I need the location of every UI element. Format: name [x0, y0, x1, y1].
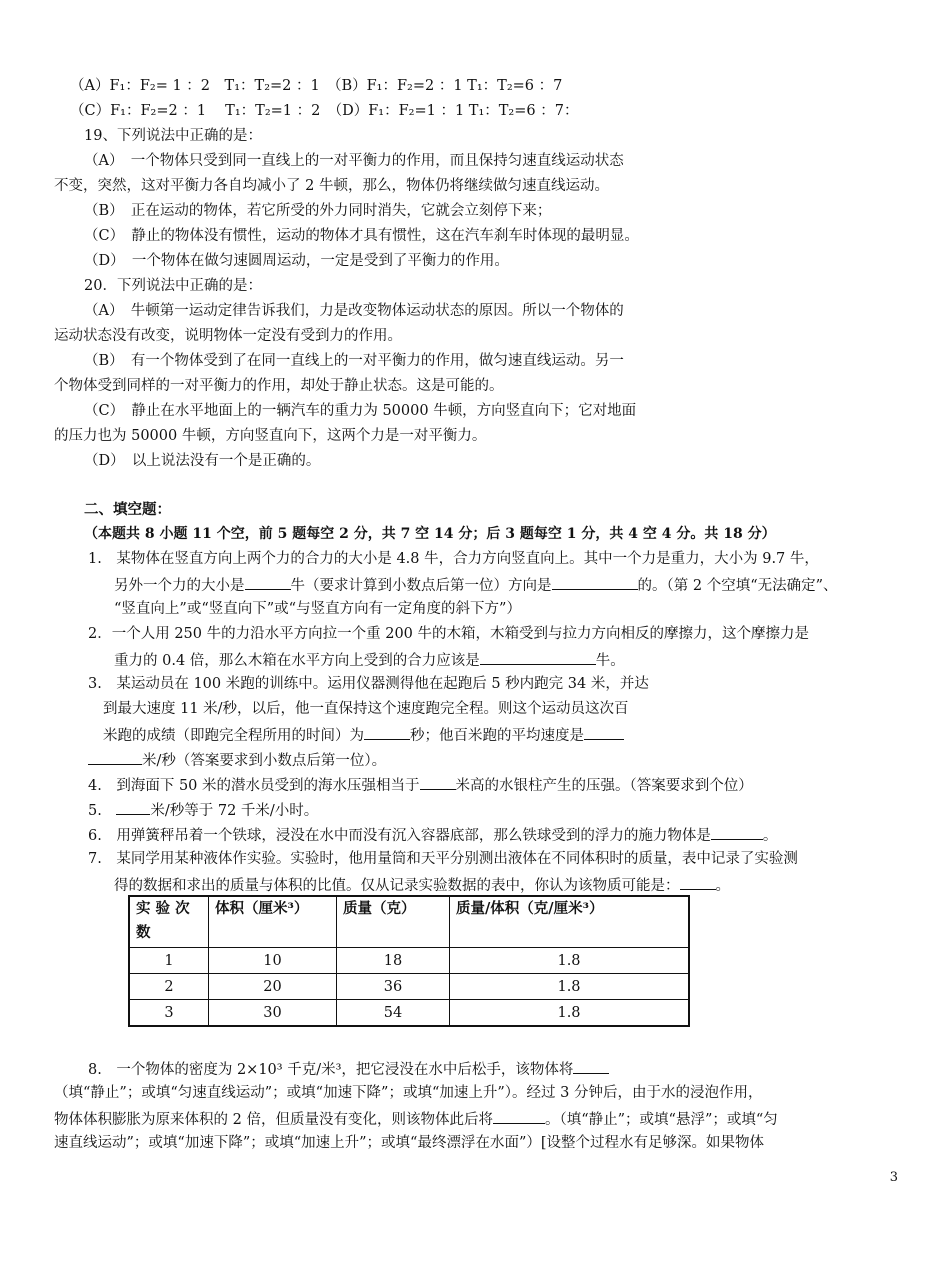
fill-q7-line1: 7. 某同学用某种液体作实验。实验时，他用量筒和天平分别测出液体在不同体积时的质量，表中记录了实验测 — [88, 851, 798, 867]
table-cell: 1.8 — [450, 974, 690, 1000]
table-cell: 1.8 — [450, 948, 690, 974]
fill-q2-line2: 重力的 0.4 倍，那么木箱在水平方向上受到的合力应该是 牛。 — [114, 649, 625, 671]
fill-q1-line3: “竖直向上”或“竖直向下”或“与竖直方向有一定角度的斜下方”） — [114, 601, 521, 617]
q20-option-b: （B） 有一个物体受到了在同一直线上的一对平衡力的作用，做匀速直线运动。另一 — [84, 353, 624, 369]
q20-option-c: （C） 静止在水平地面上的一辆汽车的重力为 50000 牛顿，方向竖直向下；它对地面 — [84, 403, 637, 419]
fill-q8-line3: 物体体积膨胀为原来体积的 2 倍，但质量没有变化，则该物体此后将 。（填“静止”；或填“悬浮”；或填“匀 — [54, 1108, 778, 1130]
q20-option-b-cont: 个物体受到同样的一对平衡力的作用，却处于静止状态。这是可能的。 — [54, 378, 504, 394]
answer-blank[interactable] — [364, 724, 410, 740]
q19-option-d: （D） 一个物体在做匀速圆周运动，一定是受到了平衡力的作用。 — [84, 253, 509, 269]
answer-blank[interactable] — [480, 649, 596, 665]
fill-q3-line1: 3. 某运动员在 100 米跑的训练中。运用仪器测得他在起跑后 5 秒内跑完 34 米，并达 — [88, 676, 649, 692]
section-scoring-note: （本题共 8 小题 11 个空，前 5 题每空 2 分，共 7 空 14 分；后 3 题每空 1 分，共 4 空 4 分。共 18 分） — [84, 526, 776, 542]
q19-option-b: （B） 正在运动的物体，若它所受的外力同时消失，它就会立刻停下来； — [84, 203, 552, 219]
table-cell: 36 — [337, 974, 450, 1000]
table-header-cell: 实 验 次数 — [129, 896, 209, 948]
q18-options-cd: （C）F₁：F₂=2 ：1 T₁：T₂=1 ：2 （D）F₁：F₂=1 ：1 T₁：T₂=6 ：7： — [70, 103, 579, 119]
answer-blank[interactable] — [584, 724, 624, 740]
fill-q4: 4. 到海面下 50 米的潜水员受到的海水压强相当于 米高的水银柱产生的压强。（答案要求到个位） — [88, 774, 753, 796]
fill-q5: 5. 米/秒等于 72 千米/小时。 — [88, 799, 318, 821]
fill-q8-line4: 速直线运动”；或填“加速下降”；或填“加速上升”；或填“最终漂浮在水面”）[设整个过程水有足够深。如果物体 — [54, 1135, 765, 1151]
q20-option-a-cont: 运动状态没有改变，说明物体一定没有受到力的作用。 — [54, 328, 402, 344]
q20-option-d: （D） 以上说法没有一个是正确的。 — [84, 453, 321, 469]
fill-q1-line2: 另外一个力的大小是 牛（要求计算到小数点后第一位）方向是 的。（第 2 个空填“无法确定”、 — [114, 574, 838, 596]
table-cell: 10 — [209, 948, 337, 974]
answer-blank[interactable] — [116, 799, 150, 815]
table-row — [129, 974, 689, 1000]
table-cell: 1 — [129, 948, 209, 974]
answer-blank[interactable] — [493, 1108, 545, 1124]
table-header-row — [129, 896, 689, 948]
q19-stem: 19、下列说法中正确的是： — [84, 128, 262, 144]
q19-option-a-cont: 不变，突然，这对平衡力各自均减小了 2 牛顿，那么，物体仍将继续做匀速直线运动。 — [54, 178, 609, 194]
table-cell: 54 — [337, 1000, 450, 1027]
fill-q3-line3: 米跑的成绩（即跑完全程所用的时间）为 秒；他百米跑的平均速度是 — [103, 724, 624, 746]
answer-blank[interactable] — [680, 874, 716, 890]
answer-blank[interactable] — [420, 774, 456, 790]
fill-q3-line4: 米/秒（答案要求到小数点后第一位）。 — [88, 749, 386, 771]
table-row — [129, 948, 689, 974]
table-row — [129, 1000, 689, 1027]
fill-q2-line1: 2．一个人用 250 牛的力沿水平方向拉一个重 200 牛的木箱，木箱受到与拉力方向相反的摩擦力，这个摩擦力是 — [88, 626, 810, 642]
fill-q1-line1: 1. 某物体在竖直方向上两个力的合力的大小是 4.8 牛，合力方向竖直向上。其中一个力是重力，大小为 9.7 牛， — [88, 551, 819, 567]
fill-q8-line1: 8. 一个物体的密度为 2×10³ 千克/米³，把它浸没在水中后松手，该物体将 — [88, 1058, 609, 1080]
q20-option-c-cont: 的压力也为 50000 牛顿，方向竖直向下，这两个力是一对平衡力。 — [54, 428, 487, 444]
answer-blank[interactable] — [245, 574, 291, 590]
table-cell: 1.8 — [450, 1000, 690, 1027]
table-cell: 3 — [129, 1000, 209, 1027]
fill-q8-line2: （填“静止”；或填“匀速直线运动”；或填“加速下降”；或填“加速上升”）。经过 3 分钟后，由于水的浸泡作用， — [54, 1085, 763, 1101]
table-header-cell: 质量/体积（克/厘米³） — [450, 896, 690, 948]
table-cell: 18 — [337, 948, 450, 974]
table-cell: 30 — [209, 1000, 337, 1027]
q19-option-c: （C） 静止的物体没有惯性，运动的物体才具有惯性，这在汽车刹车时体现的最明显。 — [84, 228, 639, 244]
answer-blank[interactable] — [552, 574, 638, 590]
page-number: 3 — [889, 1170, 898, 1185]
fill-q7-line2: 得的数据和求出的质量与体积的比值。仅从记录实验数据的表中，你认为该物质可能是： 。 — [114, 874, 730, 896]
table-cell: 2 — [129, 974, 209, 1000]
experiment-data-table — [128, 895, 690, 1027]
q18-options-ab: （A）F₁：F₂= 1 ：2 T₁：T₂=2 ：1 （B）F₁：F₂=2 ：1 T₁：T₂=6 ：7 — [70, 78, 563, 94]
fill-q6: 6. 用弹簧秤吊着一个铁球，浸没在水中而没有沉入容器底部，那么铁球受到的浮力的施力物体是 。 — [88, 824, 777, 846]
q20-option-a: （A） 牛顿第一运动定律告诉我们，力是改变物体运动状态的原因。所以一个物体的 — [84, 303, 624, 319]
answer-blank[interactable] — [88, 749, 142, 765]
q20-stem: 20．下列说法中正确的是： — [84, 278, 262, 294]
table-cell: 20 — [209, 974, 337, 1000]
table-header-cell: 体积（厘米³） — [209, 896, 337, 948]
table-header-cell: 质量（克） — [337, 896, 450, 948]
section-title: 二、填空题： — [84, 501, 171, 518]
answer-blank[interactable] — [711, 824, 763, 840]
q19-option-a: （A） 一个物体只受到同一直线上的一对平衡力的作用，而且保持匀速直线运动状态 — [84, 153, 624, 169]
answer-blank[interactable] — [573, 1058, 609, 1074]
fill-q3-line2: 到最大速度 11 米/秒，以后，他一直保持这个速度跑完全程。则这个运动员这次百 — [103, 701, 629, 717]
